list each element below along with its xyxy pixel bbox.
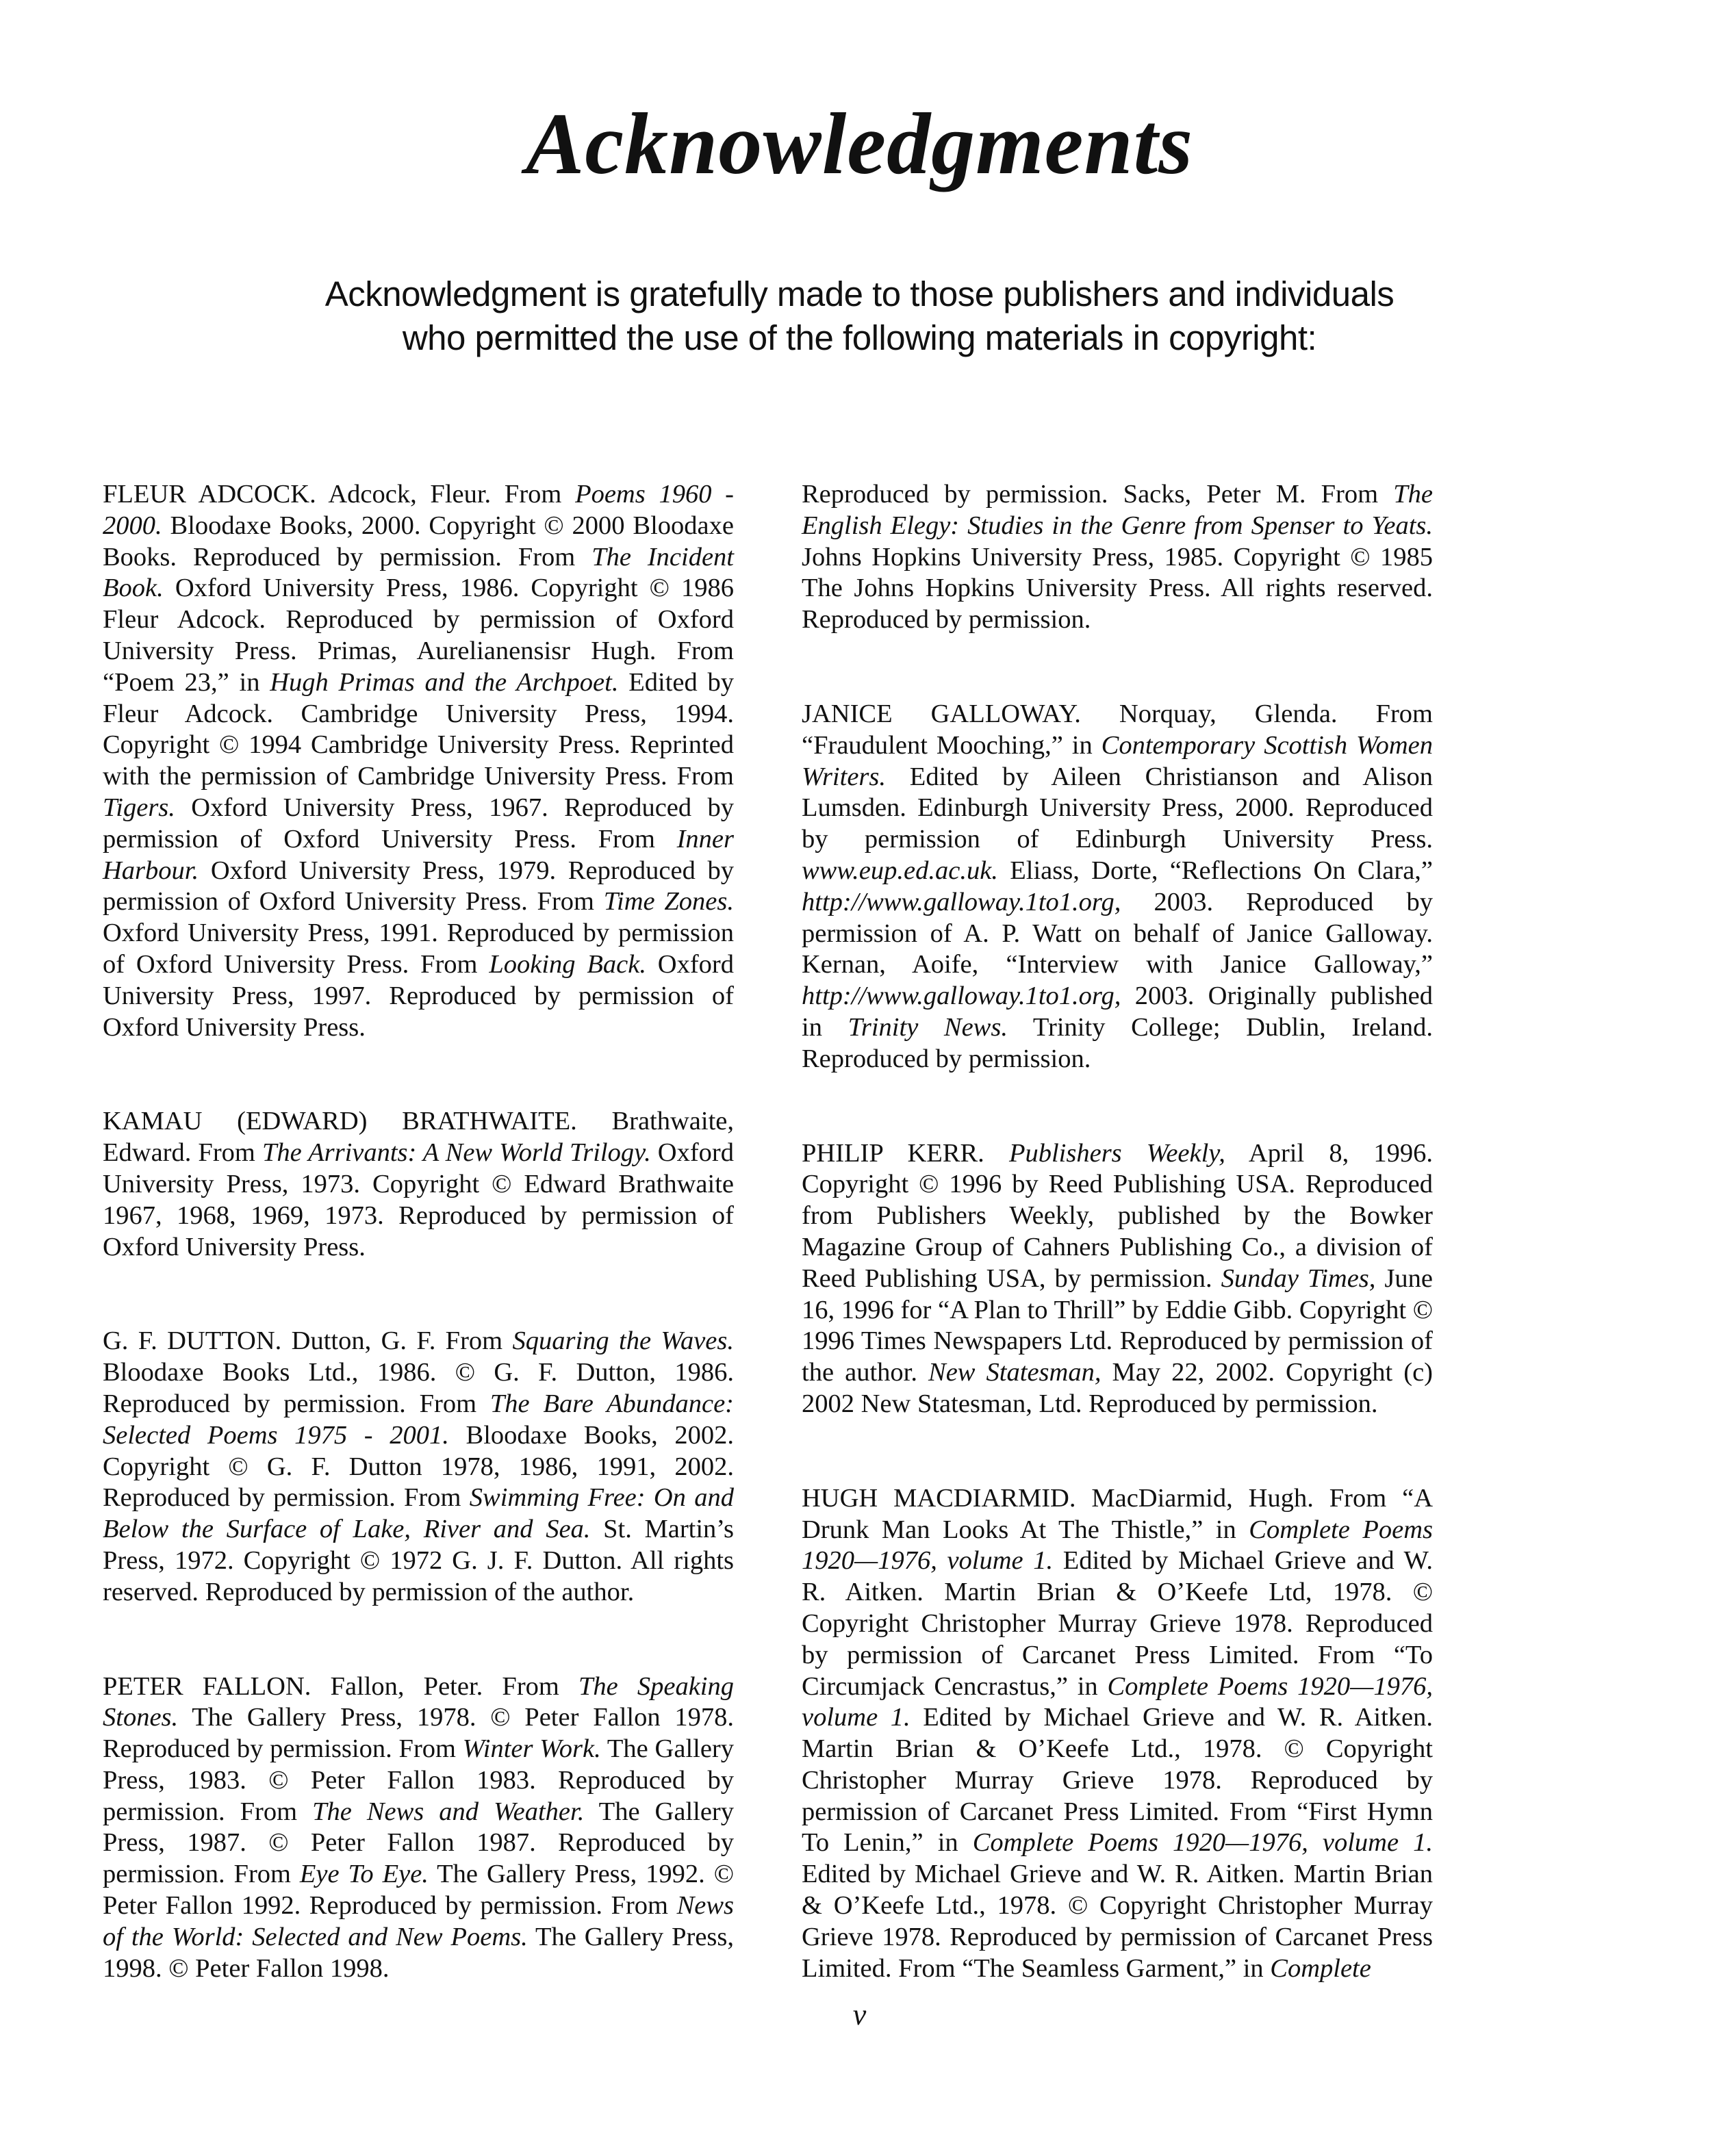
entry-text: Edited by Michael Grieve and W. R. Aitken. Martin Brian & O’Keefe Ltd., 1978. © Copyright Christopher Murray Grieve 1978. Reproduced by permission of Carcanet Press Limited. From “The Seamless Garment,” in [802,1860,1433,1983]
entry-text: Oxford University Press, 1991. Reproduced by permission of Oxford University Press. From [103,919,734,979]
entry-text: St. Martin’s Press, 1972. Copyright © 1972 G. J. F. Dutton. All rights reserved. Reproduced by permission of the author. [103,1515,734,1606]
work-title: News of the World: Selected and New Poems. [103,1891,734,1951]
entry-text: Oxford University Press, 1986. Copyright © 1986 Fleur Adcock. Reproduced by permission of Oxford University Press. Primas, Aurelianensisr Hugh. From “Poem 23,” in [103,574,734,697]
work-title: Swimming Free: On and Below the Surface of Lake, River and Sea. [103,1483,734,1544]
acknowledgment-entry [802,699,1433,1075]
page-number: v [852,1998,867,2031]
entry-text: April 8, 1996. Copyright © 1996 by Reed Publishing USA. Reproduced from Publishers Weekly, published by the Bowker Magazine Group of Cahners Publishing Co., a division of Reed Publishing USA, by permission. [802,1138,1433,1293]
entry-text: Bloodaxe Books, 2000. Copyright © 2000 Bloodaxe Books. Reproduced by permission. From [103,511,734,572]
work-title: The Bare Abundance: Selected Poems 1975 - 2001. [103,1389,734,1450]
entry-text: HUGH MACDIARMID. MacDiarmid, Hugh. From “A Drunk Man Looks At The Thistle,” in [802,1483,1433,1544]
work-title: http://www.galloway.1to1.org, [802,981,1121,1011]
entry-text: Oxford University Press, 1979. Reproduced by permission of Oxford University Press. From [103,856,734,916]
page-title: Acknowledgments [525,95,1194,192]
entry-text: Edited by Michael Grieve and W. R. Aitken. Martin Brian & O’Keefe Ltd, 1978. © Copyright Christopher Murray Grieve 1978. Reproduced by permission of Carcanet Press Limited. From “To Circumjack Cencrastus,” in [802,1546,1433,1701]
acknowledgment-entry [802,479,1433,636]
work-title: Squaring the Waves. [512,1326,734,1356]
intro-line-2: who permitted the use of the following materials in copyright: [402,318,1317,357]
entry-text: Oxford University Press, 1997. Reproduced by permission of Oxford University Press. [103,949,734,1042]
work-title: Complete Poems 1920—1976, volume 1. [972,1828,1434,1858]
entry-text: Trinity College; Dublin, Ireland. Reproduced by permission. [802,1012,1433,1073]
entry-text: PETER FALLON. Fallon, Peter. From [103,1671,578,1701]
intro-text [0,272,1719,360]
work-title: Complete [1270,1953,1371,1983]
entry-text: Bloodaxe Books Ltd., 1986. © G. F. Dutton, 1986. Reproduced by permission. From [103,1358,734,1418]
work-title: Complete Poems 1920—1976, volume 1. [802,1515,1433,1576]
entry-text: G. F. DUTTON. Dutton, G. F. From [103,1326,513,1356]
acknowledgment-entry [103,1106,734,1263]
entry-text: The Gallery Press, 1987. © Peter Fallon 1987. Reproduced by permission. From [103,1797,734,1889]
entry-text: KAMAU (EDWARD) BRATHWAITE. Brathwaite, Edward. From [103,1107,734,1168]
entry-text: Oxford University Press, 1973. Copyright © Edward Brathwaite 1967, 1968, 1969, 1973. Reproduced by permission of Oxford University Press. [103,1138,734,1261]
entry-text: The Gallery Press, 1978. © Peter Fallon 1978. Reproduced by permission. From [103,1703,734,1764]
entry-text: 2003. Originally published in [802,981,1433,1042]
work-title: Trinity News. [848,1012,1008,1042]
work-title: The Arrivants: A New World Trilogy. [262,1138,651,1168]
acknowledgment-entry [103,1671,734,1985]
work-title: http://www.galloway.1to1.org, [802,887,1121,916]
acknowledgment-entry [802,1483,1433,1985]
entry-text: Edited by Fleur Adcock. Cambridge University Press, 1994. Copyright © 1994 Cambridge University Press. Reprinted with the permission of Cambridge University Press. From [103,667,735,791]
work-title: Complete Poems 1920—1976, volume 1. [802,1671,1433,1732]
entry-text: The Gallery Press, 1998. © Peter Fallon 1998. [103,1922,734,1983]
entry-text: May 22, 2002. Copyright (c) 2002 New Statesman, Ltd. Reproduced by permission. [802,1358,1433,1418]
work-title: Sunday Times, [1221,1263,1376,1293]
work-title: Winter Work. [462,1734,601,1764]
entry-text: Edited by Michael Grieve and W. R. Aitken. Martin Brian & O’Keefe Ltd., 1978. © Copyright Christopher Murray Grieve 1978. Reproduced by permission of Carcanet Press Limited. From “First Hymn To Lenin,” in [802,1703,1433,1858]
work-title: Eye To Eye. [299,1860,429,1889]
work-title: Looking Back. [489,949,646,979]
acknowledgment-entry [802,1138,1433,1420]
right-column [802,479,1433,2047]
entry-text: JANICE GALLOWAY. Norquay, Glenda. From “Fraudulent Mooching,” in [802,699,1433,760]
entry-text: Edited by Aileen Christianson and Alison Lumsden. Edinburgh University Press, 2000. Reproduced by permission of Edinburgh University Press. [802,762,1433,854]
entry-text: June 16, 1996 for “A Plan to Thrill” by Eddie Gibb. Copyright © 1996 Times Newspapers Ltd. Reproduced by permission of the author. [802,1263,1433,1387]
entry-text: Reproduced by permission. Sacks, Peter M. From [802,480,1394,509]
entry-text: The Gallery Press, 1992. © Peter Fallon 1992. Reproduced by permission. From [103,1860,734,1921]
work-title: The Speaking Stones. [103,1671,735,1732]
work-title: Time Zones. [603,887,735,916]
intro-line-1: Acknowledgment is gratefully made to those publishers and individuals [324,274,1395,313]
entry-text: The Gallery Press, 1983. © Peter Fallon 1983. Reproduced by permission. From [103,1734,734,1826]
entry-text: Johns Hopkins University Press, 1985. Copyright © 1985 The Johns Hopkins University Press. All rights reserved. Reproduced by permission. [802,542,1433,634]
work-title: Publishers Weekly, [1008,1138,1225,1168]
entry-text: Eliass, Dorte, “Reflections On Clara,” [997,856,1433,885]
left-column [103,479,734,2047]
work-title: Tigers. [103,793,175,822]
acknowledgment-entry [103,1326,734,1608]
work-title: Contemporary Scottish Women Writers. [802,730,1433,791]
entry-text: PHILIP KERR. [802,1138,1009,1168]
entry-text: Bloodaxe Books, 2002. Copyright © G. F. Dutton 1978, 1986, 1991, 2002. Reproduced by permission. From [103,1420,734,1513]
entry-text: Oxford University Press, 1967. Reproduced by permission of Oxford University Press. From [103,793,734,854]
acknowledgment-entry [103,479,734,1043]
entry-text: FLEUR ADCOCK. Adcock, Fleur. From [103,480,576,509]
entry-text: 2003. Reproduced by permission of A. P. Watt on behalf of Janice Galloway. Kernan, Aoife, “Interview with Janice Galloway,” [802,887,1433,979]
work-title: New Statesman, [928,1358,1102,1387]
work-title: Hugh Primas and the Archpoet. [270,667,619,697]
work-title: Inner Harbour. [103,824,734,885]
work-title: The News and Weather. [312,1797,585,1826]
work-title: www.eup.ed.ac.uk. [802,856,998,885]
work-title: Poems 1960 - 2000. [103,480,734,540]
work-title: The Incident Book. [103,542,734,603]
work-title: The English Elegy: Studies in the Genre from Spenser to Yeats. [802,480,1433,540]
